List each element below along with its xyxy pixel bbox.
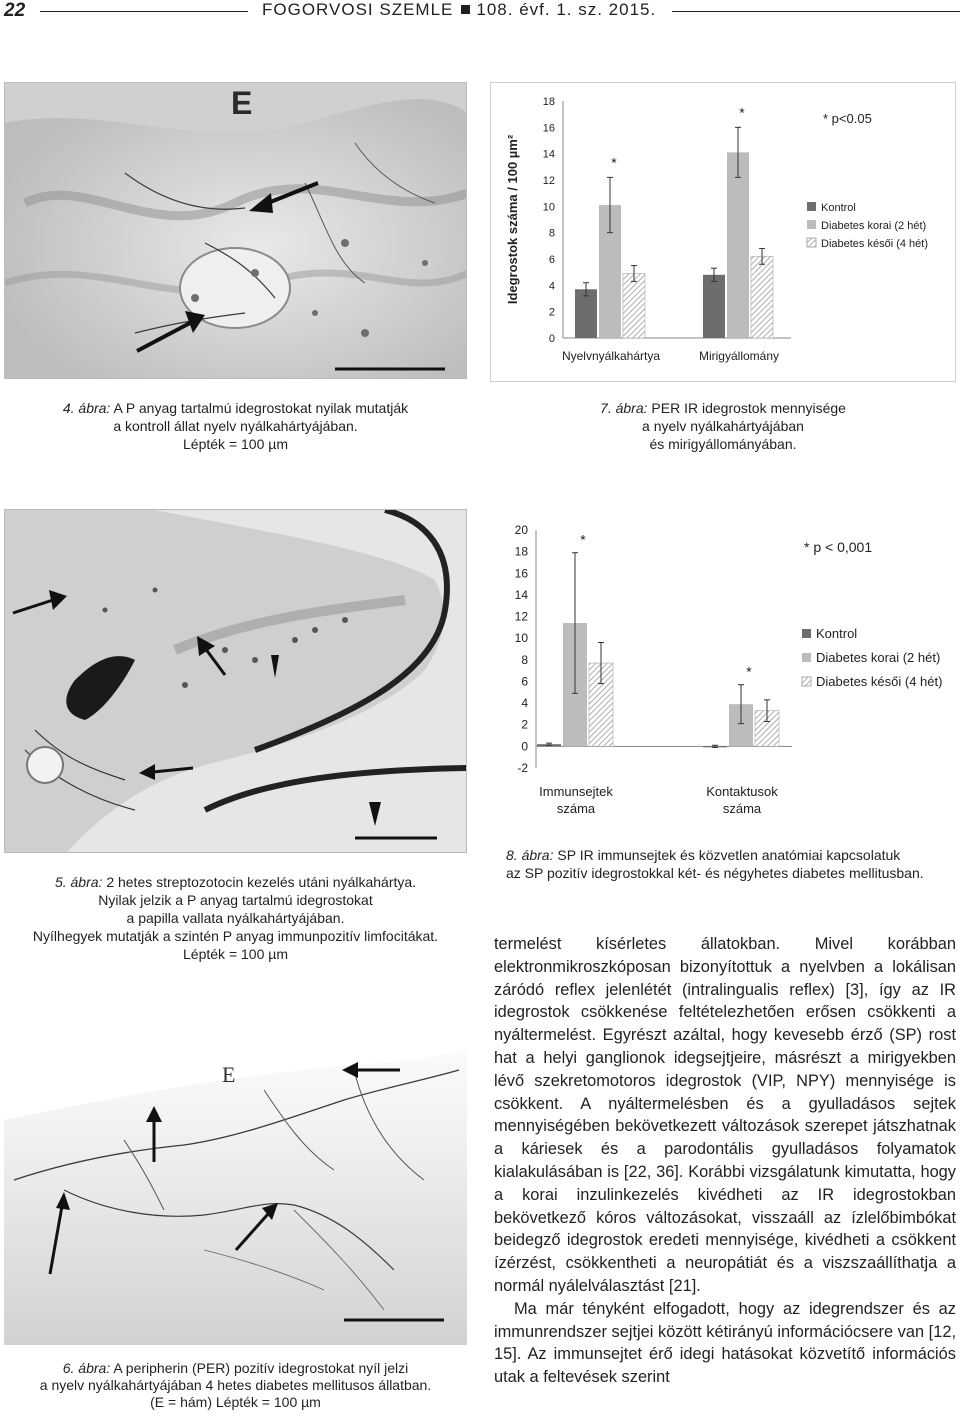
fig4-caption-line1: A P anyag tartalmú idegrostokat nyilak mutatják xyxy=(113,400,409,416)
fig5-label: 5. ábra: xyxy=(54,874,103,890)
fig5-caption-line4: Nyílhegyek mutatják a szintén P anyag immunpozitív limfocitákat. xyxy=(32,928,439,944)
fig7-caption-line2: a nyelv nyálkahártyájában xyxy=(642,418,804,434)
significance-star: * xyxy=(611,154,617,171)
fig7-caption-line3: és mirigyállományában. xyxy=(649,436,797,452)
legend-swatch xyxy=(807,238,816,247)
y-tick-label: 16 xyxy=(542,122,555,135)
category-label: Immunsejtek xyxy=(539,784,613,799)
fig4-micrograph xyxy=(4,82,467,379)
y-tick-label: 2 xyxy=(521,717,528,732)
y-tick-label: 8 xyxy=(548,227,555,240)
fig4-epithelium-label: E xyxy=(231,85,253,121)
bar-1-1 xyxy=(727,152,749,338)
legend-swatch xyxy=(807,202,816,211)
header-rule-right xyxy=(672,11,960,12)
fig6-caption-line2: a nyelv nyálkahártyájában 4 hetes diabetes mellitusos állatban. xyxy=(39,1377,432,1393)
fig5-caption xyxy=(4,873,467,963)
y-tick-label: 14 xyxy=(514,587,528,602)
journal-name: FOGORVOSI SZEMLE xyxy=(262,0,454,19)
fig8-caption-line1: SP IR immunsejtek és közvetlen anatómiai kapcsolatuk xyxy=(557,847,901,863)
body-paragraph-1: termelést kísérletes állatokban. Mivel korábban elektronmikroszkóposan bizonyítottuk a nyelvben a lokálisan záródó reflex jelenlétét (intralingualis reflex) [3], így az IR idegrostok csökkenése feltételezhetően erősen csökkenti a nyáltermelést. Egyrészt azáltal, hogy kevesebb érző (SP) rost hat a helyi ganglionok idegsejtjeire, másrészt a mirigyekben lévő szekretomotoros idegrostok (VIP, NPY) mennyisége is csökkent. A nyáltermelésben és a gyulladásos sejtek mennyiségében bekövetkezett változások szerepet játszhatnak a káriesek és a parodontális gyulladásos folyamatok kialakulásában is [22, 36]. Korábbi vizsgálatunk kimutatta, hogy a korai inzulinkezelés kivédheti az IR idegrostokban bekövetkező kóros változásokat, visszaáll az ízlelőbimbókat beidegző idegrostok eredeti mennyisége, kivédheti a csökkent ízérzést, csökkentheti a neuropátiát és a viszszaállíthatja a normál nyálelválasztást [21]. xyxy=(494,935,956,1295)
legend-swatch xyxy=(802,677,811,686)
y-tick-label: 0 xyxy=(548,333,555,345)
y-tick-label: 16 xyxy=(514,566,528,581)
y-tick-label: 18 xyxy=(514,544,528,559)
y-tick-label: 4 xyxy=(548,280,555,293)
y-tick-label: 6 xyxy=(548,254,555,266)
fig7-label: 7. ábra: xyxy=(600,400,648,416)
legend-swatch xyxy=(802,653,811,662)
category-label: Mirigyállomány xyxy=(698,349,780,363)
fig8-chart-svg xyxy=(492,512,956,828)
fig4-caption-line2: a kontroll állat nyelv nyálkahártyájában. xyxy=(113,418,358,434)
fig6-caption xyxy=(4,1360,467,1411)
journal-title xyxy=(262,0,656,20)
y-tick-label: 6 xyxy=(521,674,528,689)
fig4-caption xyxy=(4,399,467,453)
fig7-chart xyxy=(490,82,956,382)
fig8-label: 8. ábra: xyxy=(506,847,554,863)
fig6-micrograph xyxy=(4,1010,467,1345)
fig7-caption xyxy=(490,399,956,453)
y-tick-label: 10 xyxy=(514,631,528,646)
header-rule-left xyxy=(40,11,248,12)
body-text xyxy=(494,933,956,1389)
category-label: Kontaktusok xyxy=(706,784,778,799)
y-tick-label: 10 xyxy=(542,201,555,214)
category-label: Nyelvnyálkahártya xyxy=(561,349,661,363)
fig5-caption-line1: 2 hetes streptozotocin kezelés utáni nyálkahártya. xyxy=(106,874,417,890)
fig8-chart xyxy=(492,512,956,828)
fig5-caption-line3: a papilla vallata nyálkahártyájában. xyxy=(126,910,345,926)
significance-note: * p<0.05 xyxy=(823,111,872,126)
fig8-caption-line2: az SP pozitív idegrostokkal két- és négyhetes diabetes mellitusban. xyxy=(506,865,924,881)
category-label-line2: száma xyxy=(556,801,596,816)
bar-0-1 xyxy=(703,275,725,338)
legend-swatch xyxy=(807,220,816,229)
legend-label: Kontrol xyxy=(816,626,858,641)
y-tick-label: 12 xyxy=(542,175,555,187)
fig7-chart-svg xyxy=(491,83,957,383)
fig6-caption-line3: (E = hám) Lépték = 100 µm xyxy=(150,1394,321,1410)
y-tick-label: 0 xyxy=(521,739,528,754)
y-tick-label: 18 xyxy=(542,96,555,108)
separator-square-icon xyxy=(461,5,470,14)
y-tick-label: 14 xyxy=(542,148,555,161)
bar-2-0 xyxy=(623,273,645,338)
significance-star: * xyxy=(580,531,586,548)
legend-swatch xyxy=(802,629,811,638)
fig4-label: 4. ábra: xyxy=(62,400,111,416)
y-tick-label: 8 xyxy=(521,652,528,667)
fig7-caption-line1: PER IR idegrostok mennyisége xyxy=(651,400,846,416)
legend-label: Diabetes késői (4 hét) xyxy=(816,674,943,689)
fig5-caption-line2: Nyilak jelzik a P anyag tartalmú idegrostokat xyxy=(98,892,373,908)
significance-note: * p < 0,001 xyxy=(804,539,873,555)
fig4-caption-line3: Lépték = 100 µm xyxy=(183,436,288,452)
y-tick-label: 12 xyxy=(514,609,528,624)
legend-label: Diabetes késői (4 hét) xyxy=(821,238,928,250)
significance-star: * xyxy=(746,663,752,680)
legend-label: Diabetes korai (2 hét) xyxy=(816,650,941,665)
y-tick-label: 20 xyxy=(514,523,528,537)
bar-2-1 xyxy=(751,256,773,338)
fig6-epithelium-label: E xyxy=(222,1062,236,1087)
bar-0-0 xyxy=(575,289,597,338)
fig6-caption-line1: A peripherin (PER) pozitív idegrostokat nyíl jelzi xyxy=(113,1360,409,1376)
running-header xyxy=(0,0,960,30)
significance-star: * xyxy=(739,104,745,121)
page-number: 22 xyxy=(4,0,26,21)
fig5-caption-line5: Lépték = 100 µm xyxy=(183,946,288,962)
journal-issue: 108. évf. 1. sz. 2015. xyxy=(476,0,657,19)
y-axis-label: Idegrostok száma / 100 µm² xyxy=(505,134,520,305)
category-label-line2: száma xyxy=(722,801,762,816)
fig8-caption xyxy=(492,846,956,882)
y-tick-label: 2 xyxy=(548,306,555,319)
y-tick-label: -2 xyxy=(517,761,528,775)
fig5-micrograph xyxy=(4,509,467,853)
y-tick-label: 4 xyxy=(521,696,528,711)
body-paragraph-2: Ma már tényként elfogadott, hogy az idegrendszer és az immunrendszer sejtjei között kétirányú információcsere van [12, 15]. Az immunsejtet érő idegi hatásokat közvetítő információs utak a feltevések szerint xyxy=(494,1299,956,1387)
legend-label: Diabetes korai (2 hét) xyxy=(821,220,927,232)
fig6-label: 6. ábra: xyxy=(62,1360,111,1376)
legend-label: Kontrol xyxy=(821,202,856,214)
